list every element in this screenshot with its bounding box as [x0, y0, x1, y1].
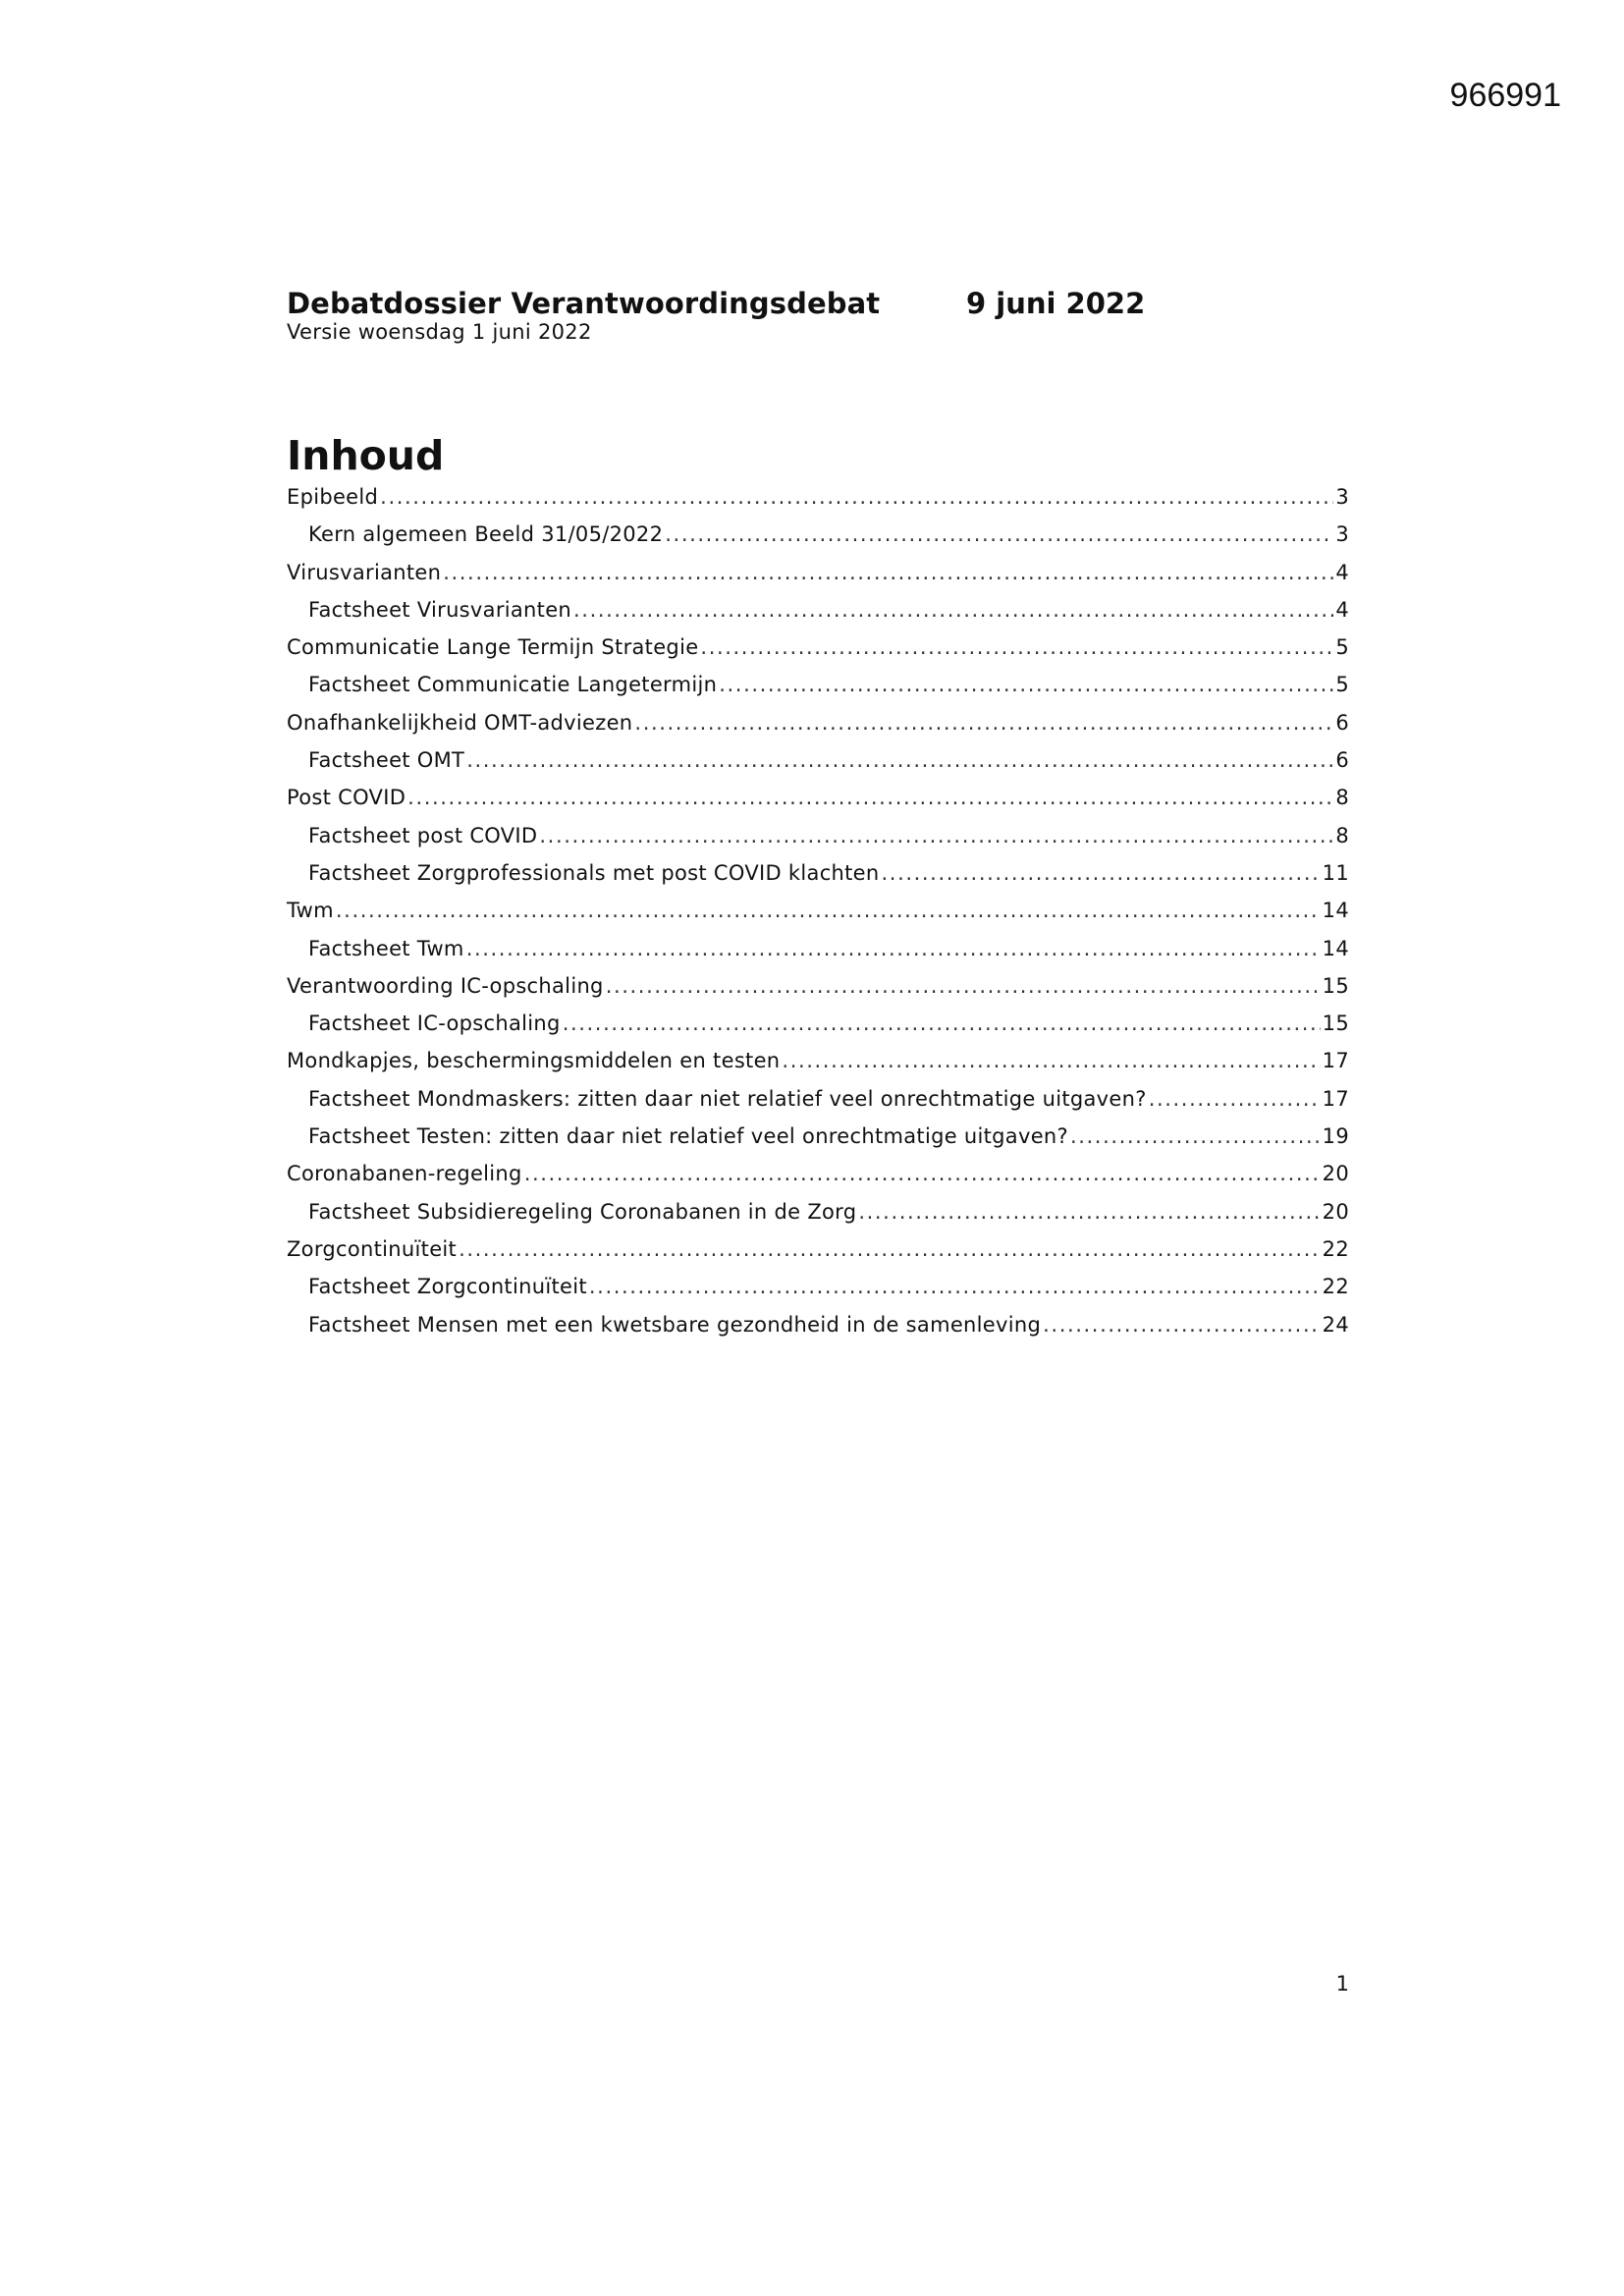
toc-entry-page: 3	[1335, 485, 1349, 509]
toc-entry-page: 4	[1335, 560, 1349, 584]
toc-dot-leader	[665, 522, 1333, 546]
toc-dot-leader	[573, 598, 1333, 622]
toc-entry-page: 19	[1322, 1124, 1349, 1149]
toc-entry[interactable]	[287, 748, 1349, 786]
toc-entry-label: Factsheet post COVID	[308, 823, 538, 847]
toc-entry[interactable]	[287, 1049, 1349, 1086]
toc-entry-label: Virusvarianten	[287, 560, 442, 584]
toc-entry[interactable]	[287, 937, 1349, 974]
toc-dot-leader	[589, 1275, 1321, 1298]
toc-dot-leader	[634, 711, 1333, 735]
toc-entry-label: Factsheet IC-opschaling	[308, 1011, 561, 1036]
toc-dot-leader	[782, 1049, 1320, 1072]
toc-dot-leader	[1043, 1313, 1321, 1337]
toc-dot-leader	[466, 748, 1333, 772]
document-version: Versie woensdag 1 juni 2022	[287, 320, 592, 344]
toc-entry[interactable]	[287, 1237, 1349, 1275]
toc-entry-label: Factsheet Mondmaskers: zitten daar niet relatief veel onrechtmatige uitgaven?	[308, 1086, 1147, 1111]
toc-entry-label: Factsheet Zorgprofessionals met post COVID klachten	[308, 860, 880, 885]
toc-entry[interactable]	[287, 561, 1349, 598]
toc-entry[interactable]	[287, 673, 1349, 710]
toc-entry-label: Post COVID	[287, 786, 406, 810]
toc-dot-leader	[1149, 1087, 1321, 1111]
toc-entry-label: Onafhankelijkheid OMT-adviezen	[287, 710, 633, 735]
toc-entry-label: Twm	[287, 899, 334, 923]
page-number: 1	[1335, 1972, 1349, 1995]
document-header	[287, 287, 1170, 344]
toc-dot-leader	[719, 673, 1333, 696]
toc-entry[interactable]	[287, 1162, 1349, 1199]
toc-entry-page: 5	[1335, 673, 1349, 697]
toc-entry-page: 8	[1335, 823, 1349, 847]
toc-dot-leader	[380, 485, 1333, 509]
toc-entry[interactable]	[287, 786, 1349, 823]
toc-dot-leader	[882, 861, 1321, 885]
toc-entry-page: 3	[1335, 522, 1349, 547]
table-of-contents	[287, 485, 1349, 1350]
toc-entry-page: 22	[1322, 1275, 1349, 1299]
toc-entry-page: 17	[1322, 1049, 1349, 1073]
toc-entry[interactable]	[287, 1011, 1349, 1049]
toc-entry[interactable]	[287, 485, 1349, 522]
toc-entry-label: Factsheet OMT	[308, 748, 465, 773]
toc-entry-label: Kern algemeen Beeld 31/05/2022	[308, 522, 664, 547]
toc-dot-leader	[407, 786, 1333, 809]
toc-entry-page: 22	[1322, 1236, 1349, 1261]
toc-entry-label: Mondkapjes, beschermingsmiddelen en testen	[287, 1049, 781, 1073]
toc-entry[interactable]	[287, 899, 1349, 936]
toc-entry-page: 14	[1322, 936, 1349, 960]
toc-entry[interactable]	[287, 1124, 1349, 1162]
toc-entry-label: Verantwoording IC-opschaling	[287, 973, 604, 998]
toc-dot-leader	[563, 1011, 1321, 1035]
toc-dot-leader	[606, 974, 1321, 998]
toc-entry[interactable]	[287, 635, 1349, 673]
toc-entry-label: Factsheet Twm	[308, 936, 464, 960]
toc-entry-page: 6	[1335, 710, 1349, 735]
toc-entry-page: 14	[1322, 899, 1349, 923]
toc-entry-page: 15	[1322, 1011, 1349, 1036]
toc-entry[interactable]	[287, 824, 1349, 861]
toc-entry[interactable]	[287, 974, 1349, 1011]
toc-entry-label: Epibeeld	[287, 485, 379, 509]
toc-entry[interactable]	[287, 598, 1349, 635]
toc-entry-page: 20	[1322, 1199, 1349, 1224]
document-number: 966991	[1449, 77, 1561, 114]
document-title: Debatdossier Verantwoordingsdebat	[287, 287, 881, 320]
toc-entry-page: 17	[1322, 1086, 1349, 1111]
toc-entry-label: Factsheet Mensen met een kwetsbare gezondheid in de samenleving	[308, 1312, 1042, 1337]
toc-entry-label: Coronabanen-regeling	[287, 1162, 522, 1186]
toc-dot-leader	[524, 1162, 1321, 1185]
debate-date: 9 juni 2022	[966, 287, 1146, 320]
toc-entry[interactable]	[287, 1200, 1349, 1237]
header-title-row	[287, 287, 1170, 324]
toc-entry[interactable]	[287, 1313, 1349, 1350]
toc-entry[interactable]	[287, 522, 1349, 560]
toc-dot-leader	[443, 561, 1333, 584]
toc-entry-page: 6	[1335, 748, 1349, 773]
toc-dot-leader	[539, 824, 1333, 847]
toc-entry-page: 4	[1335, 597, 1349, 622]
toc-entry-label: Factsheet Virusvarianten	[308, 597, 572, 622]
toc-dot-leader	[336, 899, 1321, 922]
toc-entry-page: 8	[1335, 786, 1349, 810]
toc-heading: Inhoud	[287, 432, 445, 479]
toc-entry-page: 11	[1322, 860, 1349, 885]
toc-dot-leader	[700, 635, 1333, 659]
toc-dot-leader	[459, 1237, 1321, 1261]
toc-entry-label: Factsheet Subsidieregeling Coronabanen in de Zorg	[308, 1199, 857, 1224]
toc-entry-label: Factsheet Communicatie Langetermijn	[308, 673, 718, 697]
toc-dot-leader	[858, 1200, 1320, 1224]
toc-entry-label: Factsheet Testen: zitten daar niet relatief veel onrechtmatige uitgaven?	[308, 1124, 1068, 1149]
toc-entry-label: Zorgcontinuïteit	[287, 1236, 458, 1261]
toc-entry-label: Communicatie Lange Termijn Strategie	[287, 635, 699, 660]
toc-entry-page: 24	[1322, 1312, 1349, 1337]
toc-entry-label: Factsheet Zorgcontinuïteit	[308, 1275, 587, 1299]
toc-entry-page: 5	[1335, 635, 1349, 660]
toc-entry[interactable]	[287, 1087, 1349, 1124]
toc-entry-page: 15	[1322, 973, 1349, 998]
toc-entry[interactable]	[287, 1275, 1349, 1312]
toc-entry-page: 20	[1322, 1162, 1349, 1186]
toc-dot-leader	[1070, 1124, 1321, 1148]
toc-entry[interactable]	[287, 861, 1349, 899]
toc-entry[interactable]	[287, 711, 1349, 748]
toc-dot-leader	[466, 937, 1321, 960]
